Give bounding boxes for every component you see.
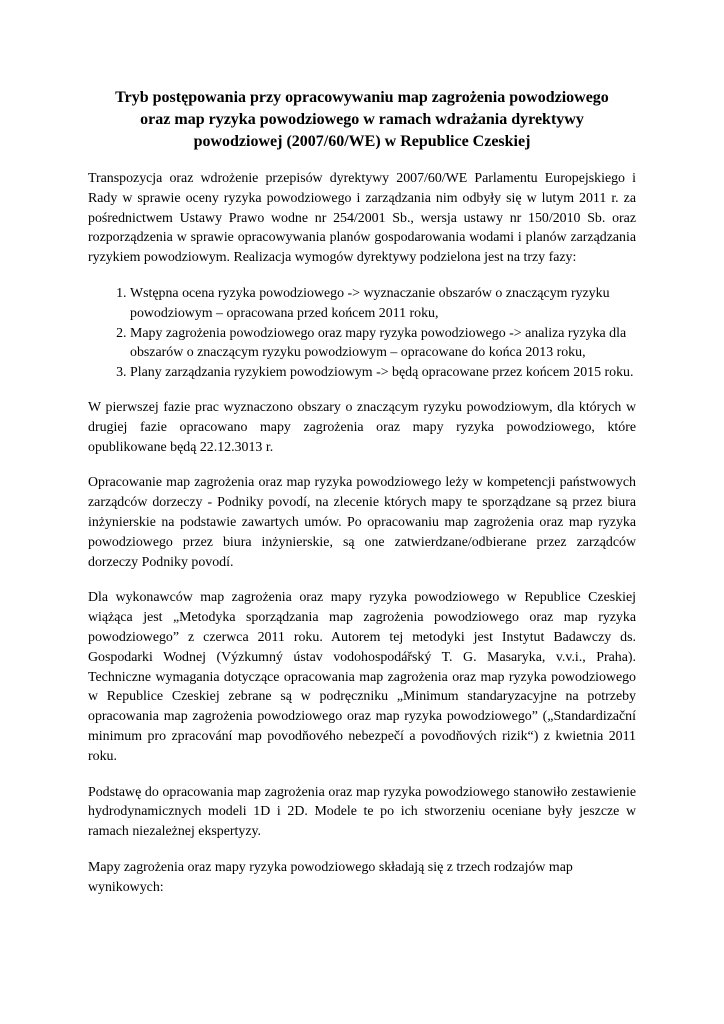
phase-item-3: 3. Plany zarządzania ryzykiem powodziowym -> będą opracowane przez końcem 2015 roku. bbox=[130, 363, 636, 383]
paragraph-map-types: Mapy zagrożenia oraz mapy ryzyka powodziowego składają się z trzech rodzajów map wynikowych: bbox=[88, 859, 573, 895]
phase-item-2: 2. Mapy zagrożenia powodziowego oraz mapy ryzyka powodziowego -> analiza ryzyka dla obszarów o znaczącym ryzyku powodziowym – opracowane do końca 2013 roku, bbox=[130, 324, 636, 364]
phase-item-1: 1. Wstępna ocena ryzyka powodziowego -> wyznaczanie obszarów o znaczącym ryzyku powodziowym – opracowana przed końcem 2011 roku, bbox=[130, 284, 636, 324]
paragraph-first-phase: W pierwszej fazie prac wyznaczono obszary o znaczącym ryzyku powodziowym, dla których w drugiej fazie opracowano mapy zagrożenia oraz mapy ryzyka powodziowego, które opublikowane będą 22.12.3013 r. bbox=[88, 399, 636, 455]
document-page bbox=[88, 87, 636, 914]
document-title bbox=[88, 87, 636, 153]
title-line-3: powodziowej (2007/60/WE) w Republice Czeskiej bbox=[193, 133, 531, 150]
paragraph-competence: Opracowanie map zagrożenia oraz map ryzyka powodziowego leży w kompetencji państwowych zarządców dorzeczy - Podniky povodí, na zlecenie których mapy te sporządzane są przez biura inżynierskie na podstawie zawartych umów. Po opracowaniu map zagrożenia oraz map ryzyka powodziowego przez biura inżynierskie, są one zatwierdzane/odbierane przez zarządców dorzeczy Podniky povodí. bbox=[88, 475, 636, 570]
intro-paragraph: Transpozycja oraz wdrożenie przepisów dyrektywy 2007/60/WE Parlamentu Europejskiego i Rady w sprawie oceny ryzyka powodziowego i zarządzania nim odbyły się w lutym 2011 r. za pośrednictwem Ustawy Prawo wodne nr 254/2001 Sb., wersja ustawy nr 150/2010 Sb. oraz rozporządzenia w sprawie opracowywania planów gospodarowania wodami i planów zarządzania ryzykiem powodziowym. Realizacja wymogów dyrektywy podzielona jest na trzy fazy: bbox=[88, 171, 636, 266]
paragraph-methodology: Dla wykonawców map zagrożenia oraz mapy ryzyka powodziowego w Republice Czeskiej wiążąca jest „Metodyka sporządzania map zagrożenia powodziowego oraz map ryzyka powodziowego” z czerwca 2011 roku. Autorem tej metodyki jest Instytut Badawczy ds. Gospodarki Wodnej (Výzkumný ústav vodohospodářský T. G. Masaryka, v.v.i., Praha). Techniczne wymagania dotyczące opracowania map zagrożenia oraz map ryzyka powodziowego w Republice Czeskiej zebrane są w podręczniku „Minimum standaryzacyjne na potrzeby opracowania map zagrożenia powodziowego oraz map ryzyka powodziowego” („Standardizační minimum pro zpracování map povodňového nebezpečí a povodňových rizik“) z kwietnia 2011 roku. bbox=[88, 590, 636, 764]
title-line-1: Tryb postępowania przy opracowywaniu map zagrożenia powodziowego bbox=[115, 89, 609, 106]
paragraph-models: Podstawę do opracowania map zagrożenia oraz map ryzyka powodziowego stanowiło zestawienie hydrodynamicznych modeli 1D i 2D. Modele te po ich stworzeniu oceniane były jeszcze w ramach niezależnej ekspertyzy. bbox=[88, 784, 636, 840]
phases-list bbox=[88, 284, 636, 383]
title-line-2: oraz map ryzyka powodziowego w ramach wdrażania dyrektywy bbox=[140, 111, 584, 128]
